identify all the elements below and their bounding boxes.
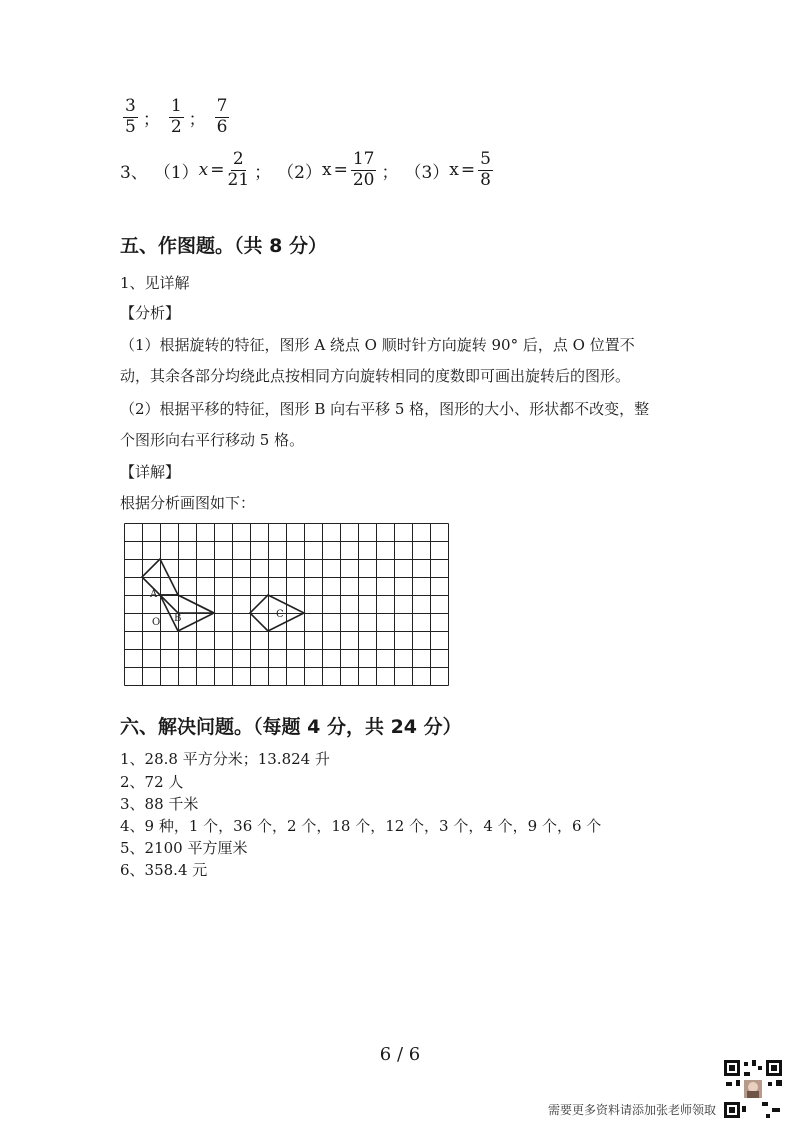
- answer-item: 5、2100 平方厘米: [120, 839, 248, 857]
- qr-code-icon: [722, 1058, 784, 1120]
- label-o: O: [152, 617, 161, 628]
- fraction: $\frac{17}{20}$: [352, 149, 375, 190]
- label-b: B: [174, 613, 182, 624]
- section-5-item-1: 1、见详解: [120, 274, 190, 292]
- answer-row-3: 3、 （1） x = $\frac{2}{21}$ ； （2） x = $\frac{17}{20}$ ； （3） x = $\frac{5}{8}$: [120, 149, 491, 190]
- analysis-line: 动，其余各部分均绕此点按相同方向旋转相同的度数即可画出旋转后的图形。: [120, 367, 631, 385]
- fraction: $\frac{1}{2}$: [170, 96, 182, 137]
- analysis-line: （2）根据平移的特征，图形 B 向右平移 5 格，图形的大小、形状都不改变，整: [120, 400, 650, 418]
- fraction: $\frac{2}{21}$: [227, 149, 250, 190]
- fraction-row: $\frac{3}{5}$ ； $\frac{1}{2}$ ； $\frac{7}{6}$: [125, 96, 228, 137]
- analysis-line: （1）根据旋转的特征，图形 A 绕点 O 顺时针方向旋转 90° 后，点 O 位置不: [120, 336, 635, 354]
- section-6-title: 六、解决问题。（每题 4 分，共 24 分）: [120, 716, 462, 738]
- fraction: $\frac{7}{6}$: [216, 96, 228, 137]
- answer-item: 6、358.4 元: [120, 861, 208, 879]
- detail-text: 根据分析画图如下：: [120, 494, 256, 512]
- fraction: $\frac{5}{8}$: [480, 149, 491, 190]
- section-5-title: 五、作图题。（共 8 分）: [120, 235, 327, 257]
- fraction: $\frac{3}{5}$: [125, 96, 136, 137]
- analysis-line: 个图形向右平行移动 5 格。: [120, 431, 305, 449]
- promo-text: 需要更多资料请添加张老师领取: [548, 1103, 717, 1117]
- answer-item: 1、28.8 平方分米；13.824 升: [120, 750, 330, 768]
- grid-figure: [124, 523, 454, 689]
- analysis-label: 【分析】: [120, 304, 181, 322]
- page-number: 6 / 6: [379, 1044, 421, 1065]
- label-c: C: [276, 609, 284, 620]
- answer-item: 4、9 种，1 个，36 个，2 个，18 个，12 个，3 个，4 个，9 个，6 个: [120, 817, 602, 835]
- answer-item: 2、72 人: [120, 773, 184, 791]
- answer-item: 3、88 千米: [120, 795, 199, 813]
- label-a: A: [150, 589, 158, 600]
- detail-label: 【详解】: [120, 463, 181, 481]
